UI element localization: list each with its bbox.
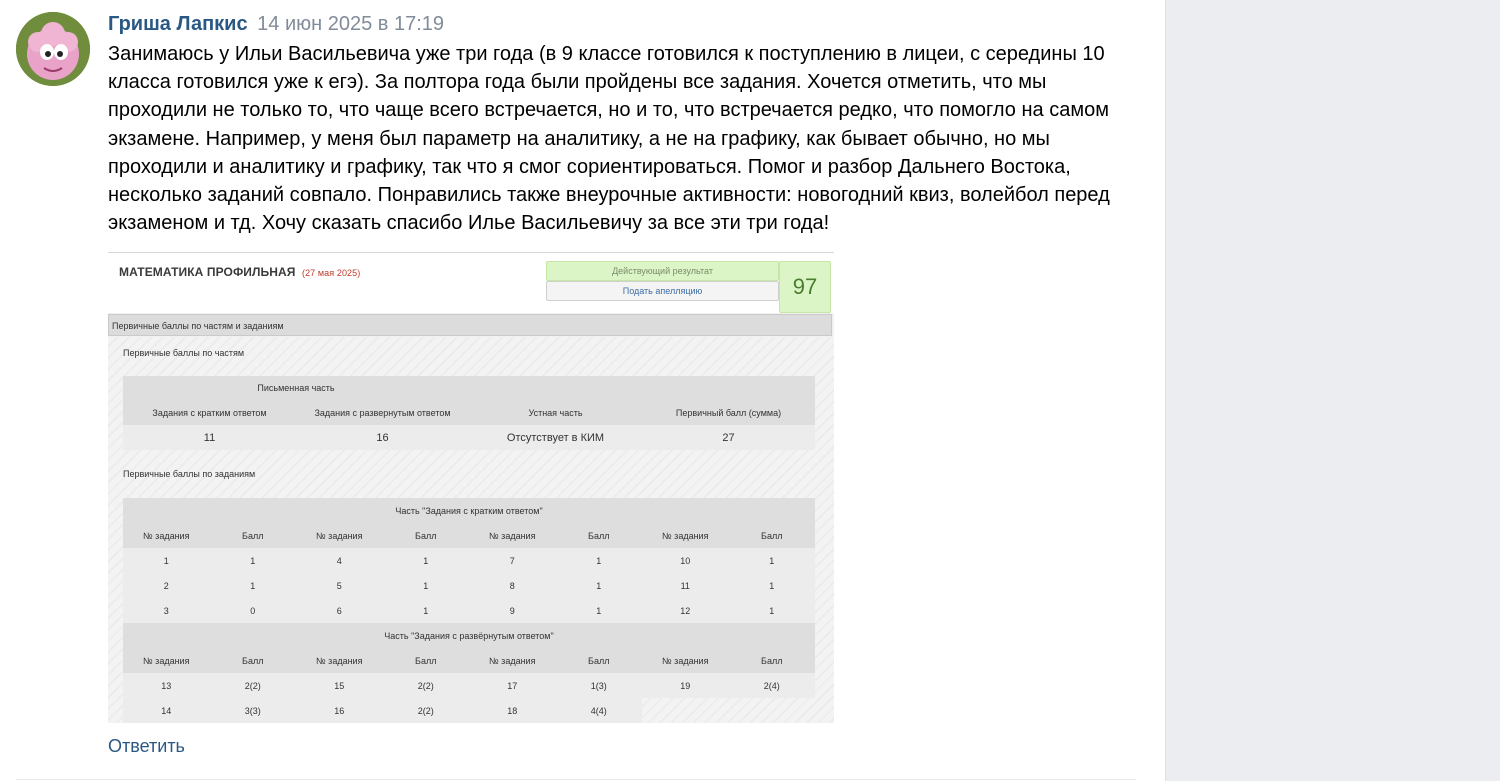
table-cell: 16 xyxy=(296,698,383,723)
written-part-header: Письменная часть xyxy=(257,383,335,393)
parts-table xyxy=(123,376,815,450)
table-cell: 2(2) xyxy=(417,680,434,691)
table-cell: 2(4) xyxy=(763,680,780,691)
parts-header: Задания с развернутым ответом xyxy=(314,407,451,418)
table-row xyxy=(123,598,815,623)
table-row xyxy=(123,548,815,573)
table-cell: 1 xyxy=(769,555,775,566)
table-cell: 17 xyxy=(507,680,518,691)
col-task-header: № задания xyxy=(143,530,190,541)
exam-subject-date: (27 мая 2025) xyxy=(301,268,361,278)
table-row xyxy=(123,698,815,723)
avatar[interactable] xyxy=(16,12,90,86)
divider xyxy=(16,779,1136,780)
table-cell: 10 xyxy=(680,555,691,566)
table-cell: 1 xyxy=(596,555,602,566)
exam-header xyxy=(108,253,834,313)
tasks-title: Первичные баллы по заданиям xyxy=(123,469,256,479)
table-cell: 1 xyxy=(769,580,775,591)
col-score-header: Балл xyxy=(761,655,783,666)
comment-header xyxy=(108,12,444,36)
empty-cell xyxy=(729,698,816,723)
col-task-header: № задания xyxy=(316,530,363,541)
table-cell: 13 xyxy=(161,680,172,691)
comment-date[interactable]: 14 июн 2025 в 17:19 xyxy=(257,13,445,35)
appeal-button: Подать апелляцию xyxy=(546,281,779,301)
col-task-header: № задания xyxy=(662,655,709,666)
table-row xyxy=(123,573,815,598)
col-task-header: № задания xyxy=(489,530,536,541)
exam-subject xyxy=(119,265,360,279)
table-cell: 1 xyxy=(423,580,429,591)
col-score-header: Балл xyxy=(588,655,610,666)
col-score-header: Балл xyxy=(588,530,610,541)
parts-value: 16 xyxy=(376,431,389,444)
long-part-title: Часть "Задания с развёрнутым ответом" xyxy=(384,630,554,641)
table-cell: 8 xyxy=(509,580,515,591)
table-cell: 1 xyxy=(250,555,256,566)
col-task-header: № задания xyxy=(489,655,536,666)
parts-value: 27 xyxy=(722,431,735,444)
parts-header: Устная часть xyxy=(528,407,583,418)
table-cell: 12 xyxy=(680,605,691,616)
table-cell: 4 xyxy=(336,555,342,566)
table-row xyxy=(123,673,815,698)
table-cell: 18 xyxy=(469,698,556,723)
tasks-table xyxy=(123,498,815,723)
table-cell: 2 xyxy=(163,580,169,591)
parts-value: Отсутствует в КИМ xyxy=(506,431,605,444)
parts-header: Задания с кратким ответом xyxy=(152,407,267,418)
table-cell: 2(2) xyxy=(383,698,470,723)
col-score-header: Балл xyxy=(761,530,783,541)
table-cell: 0 xyxy=(250,605,256,616)
attached-image[interactable] xyxy=(108,252,834,723)
result-status-badge: Действующий результат xyxy=(546,261,779,281)
table-cell: 4(4) xyxy=(556,698,643,723)
col-score-header: Балл xyxy=(415,655,437,666)
table-cell: 19 xyxy=(680,680,691,691)
table-cell: 1 xyxy=(423,555,429,566)
col-score-header: Балл xyxy=(242,530,264,541)
col-score-header: Балл xyxy=(415,530,437,541)
parts-title: Первичные баллы по частям xyxy=(123,348,245,358)
table-cell: 1 xyxy=(596,605,602,616)
parts-value: 11 xyxy=(203,431,216,444)
table-cell: 1 xyxy=(423,605,429,616)
table-cell: 14 xyxy=(123,698,210,723)
comment-text: Занимаюсь у Ильи Васильевича уже три года (в 9 классе готовился к поступлению в лицеи, с середины 10 класса готовился уже к егэ). За полтора года были пройдены все задания. Хочется отметить, что мы проходили не только то, что чаще всего встречается, но и то, что встречается редко, что помогло на самом экзамене. Например, у меня был параметр на аналитику, а не на графику, как бывает обычно, но мы проходили и аналитику и графику, так что я смог сориентироваться. Помог и разбор Дальнего Востока, несколько заданий совпало. Понравились также внеурочные активности: новогодний квиз, волейбол перед экзаменом и тд. Хочу сказать спасибо Илье Васильевичу за все эти три года! xyxy=(108,43,1110,235)
table-cell: 1 xyxy=(596,580,602,591)
exam-subject-name: МАТЕМАТИКА ПРОФИЛЬНАЯ xyxy=(119,265,296,279)
right-sidebar xyxy=(1165,0,1500,781)
table-cell: 1(3) xyxy=(590,680,607,691)
avatar-character-icon xyxy=(16,12,90,86)
parts-header: Первичный балл (сумма) xyxy=(675,407,782,418)
empty-cell xyxy=(642,698,729,723)
reply-link[interactable]: Ответить xyxy=(108,736,185,756)
table-cell: 9 xyxy=(509,605,515,616)
col-task-header: № задания xyxy=(143,655,190,666)
exam-score: 97 xyxy=(779,261,831,313)
table-cell: 3(3) xyxy=(210,698,297,723)
author-name[interactable]: Гриша Лапкис xyxy=(108,13,248,35)
table-cell: 1 xyxy=(163,555,169,566)
table-cell: 5 xyxy=(336,580,342,591)
table-cell: 3 xyxy=(163,605,169,616)
col-score-header: Балл xyxy=(242,655,264,666)
table-cell: 6 xyxy=(336,605,342,616)
col-task-header: № задания xyxy=(316,655,363,666)
short-part-title: Часть "Задания с кратким ответом" xyxy=(395,505,543,516)
table-cell: 15 xyxy=(334,680,345,691)
table-cell: 11 xyxy=(680,580,690,591)
section-title: Первичные баллы по частям и заданиям xyxy=(108,314,832,336)
table-cell: 7 xyxy=(509,555,515,566)
table-cell: 1 xyxy=(250,580,256,591)
table-cell: 2(2) xyxy=(244,680,261,691)
col-task-header: № задания xyxy=(662,530,709,541)
table-cell: 1 xyxy=(769,605,775,616)
